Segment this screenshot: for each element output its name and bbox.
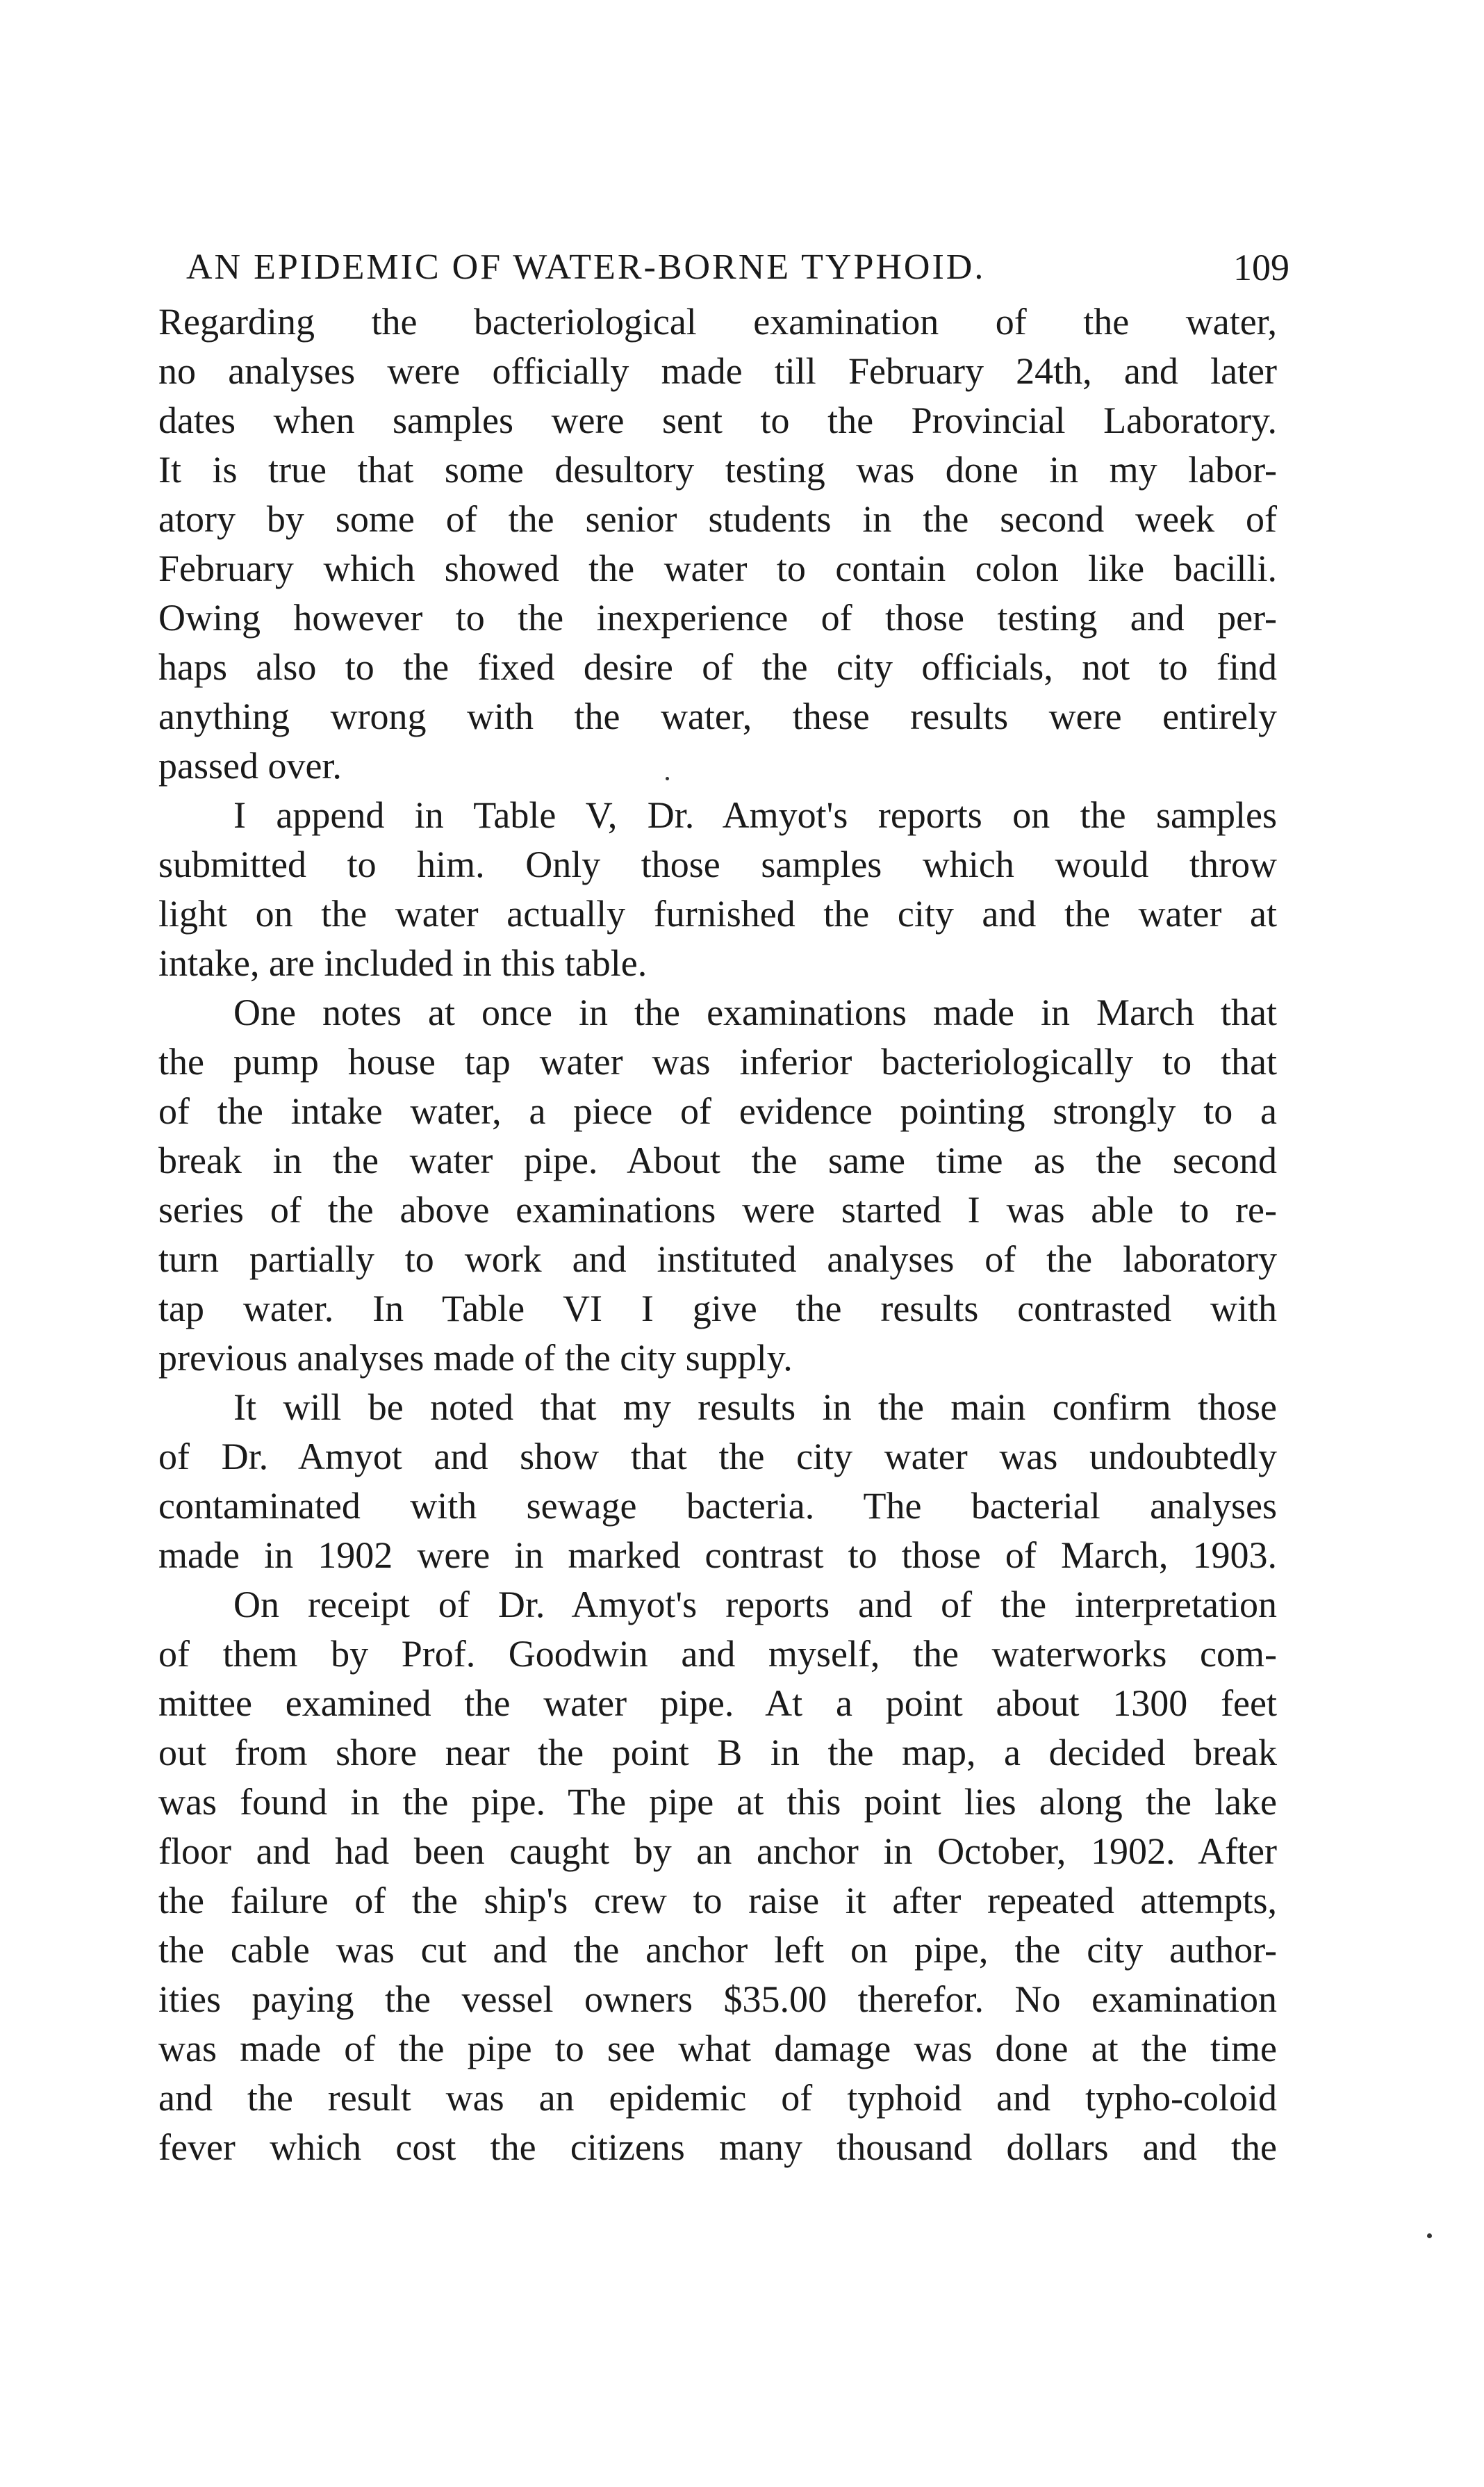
text-line: submitted to him. Only those samples which would throw (158, 844, 1277, 885)
text-line: anything wrong with the water, these results were entirely (158, 696, 1277, 737)
text-line: of them by Prof. Goodwin and myself, the waterworks com- (158, 1633, 1277, 1675)
text-line: light on the water actually furnished the city and the water at (158, 893, 1277, 935)
text-line: made in 1902 were in marked contrast to those of March, 1903. (158, 1534, 1277, 1576)
text-line: the pump house tap water was inferior bacteriologically to that (158, 1041, 1277, 1083)
paragraph-first-line: On receipt of Dr. Amyot's reports and of the interpretation (233, 1584, 1277, 1625)
text-line: was found in the pipe. The pipe at this point lies along the lake (158, 1781, 1277, 1823)
text-line: ities paying the vessel owners $35.00 therefor. No examination (158, 1978, 1277, 2020)
text-line: passed over. (158, 745, 342, 787)
paragraph-first-line: I append in Table V, Dr. Amyot's reports on the samples (233, 794, 1277, 836)
text-line: the failure of the ship's crew to raise it after repeated attempts, (158, 1880, 1277, 1921)
scan-speck (1427, 2233, 1432, 2238)
text-line: series of the above examinations were started I was able to re- (158, 1189, 1277, 1231)
text-line: of Dr. Amyot and show that the city water was undoubtedly (158, 1436, 1277, 1477)
text-line: fever which cost the citizens many thousand dollars and the (158, 2126, 1277, 2168)
text-line: floor and had been caught by an anchor in October, 1902. After (158, 1830, 1277, 1872)
text-line: intake, are included in this table. (158, 942, 648, 984)
text-line: Regarding the bacteriological examination of the water, (158, 301, 1277, 343)
text-line: tap water. In Table VI I give the results contrasted with (158, 1288, 1277, 1329)
text-line: was made of the pipe to see what damage was done at the time (158, 2028, 1277, 2069)
text-line: break in the water pipe. About the same time as the second (158, 1140, 1277, 1181)
text-line: turn partially to work and instituted analyses of the laboratory (158, 1238, 1277, 1280)
text-line: no analyses were officially made till February 24th, and later (158, 350, 1277, 392)
text-line: contaminated with sewage bacteria. The bacterial analyses (158, 1485, 1277, 1527)
scan-speck (666, 777, 669, 780)
body-text (158, 297, 1277, 2172)
text-line: the cable was cut and the anchor left on pipe, the city author- (158, 1929, 1277, 1971)
text-line: Owing however to the inexperience of those testing and per- (158, 597, 1277, 639)
text-line: February which showed the water to contain colon like bacilli. (158, 548, 1277, 589)
text-line: of the intake water, a piece of evidence pointing strongly to a (158, 1090, 1277, 1132)
text-line: previous analyses made of the city supply. (158, 1337, 793, 1379)
text-line: haps also to the fixed desire of the city officials, not to find (158, 646, 1277, 688)
text-line: and the result was an epidemic of typhoid and typho-coloid (158, 2077, 1277, 2119)
text-line: mittee examined the water pipe. At a point about 1300 feet (158, 1682, 1277, 1724)
page-number: 109 (1233, 247, 1289, 288)
text-line: dates when samples were sent to the Provincial Laboratory. (158, 400, 1277, 441)
running-head (0, 240, 1484, 295)
running-head-title: AN EPIDEMIC OF WATER-BORNE TYPHOID. (186, 247, 986, 287)
text-line: It is true that some desultory testing was done in my labor- (158, 449, 1277, 491)
text-line: atory by some of the senior students in the second week of (158, 498, 1277, 540)
paragraph-first-line: It will be noted that my results in the main confirm those (233, 1386, 1277, 1428)
paragraph-first-line: One notes at once in the examinations made in March that (233, 992, 1277, 1033)
text-line: out from shore near the point B in the map, a decided break (158, 1732, 1277, 1773)
